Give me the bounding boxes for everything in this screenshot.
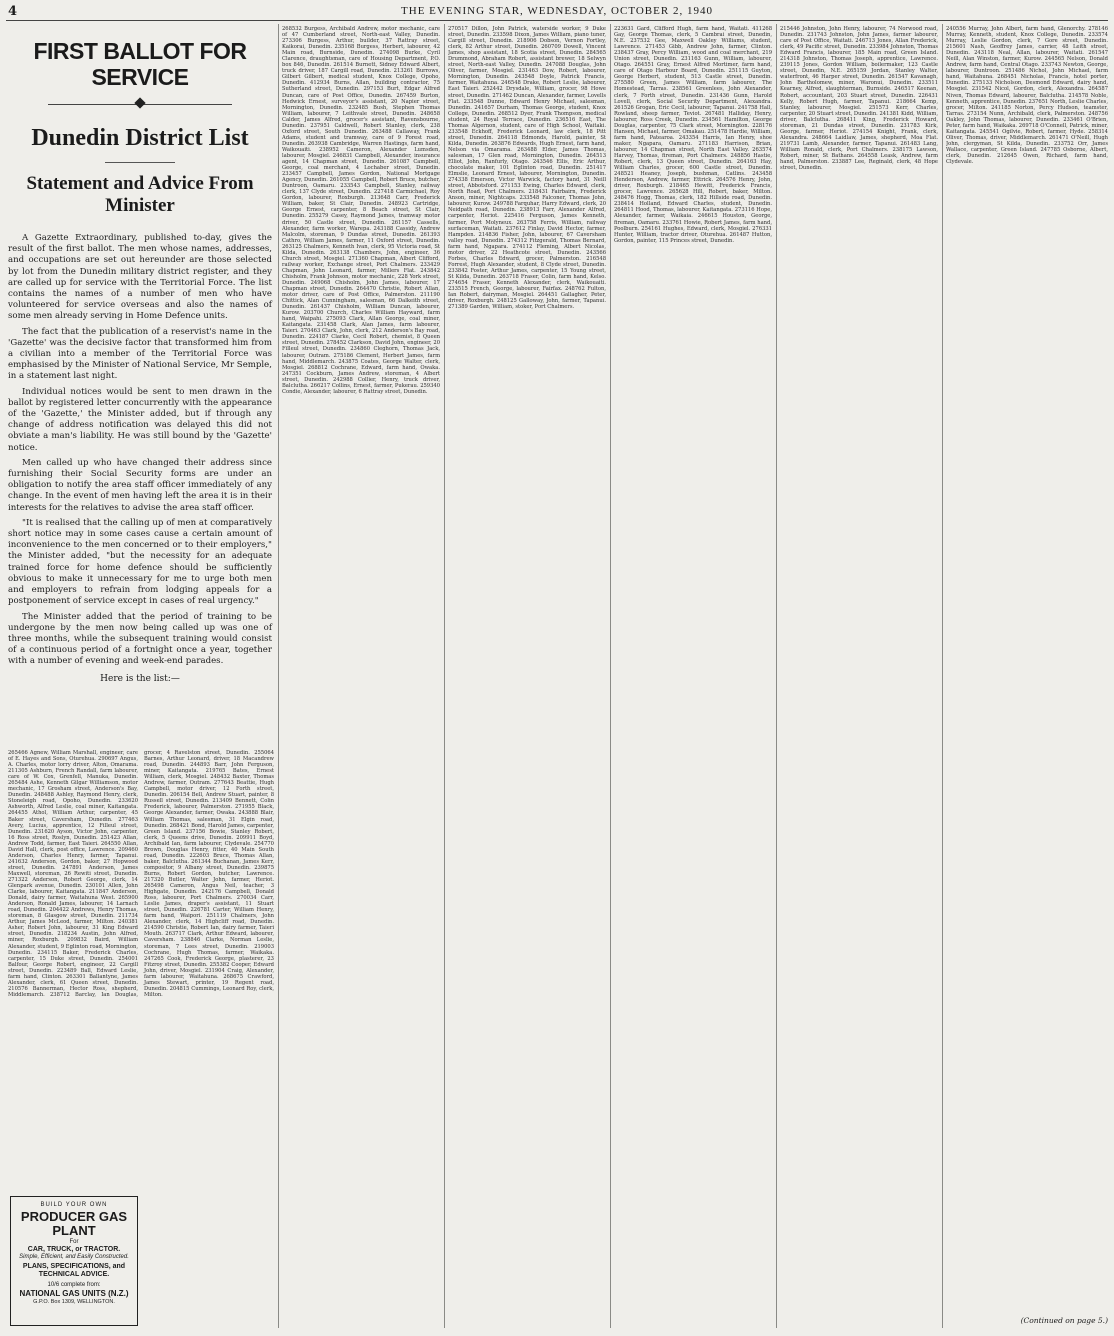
article-paragraph: Men called up who have changed their address since furnishing their Social Security forms are under an obligation to notify the area staff officer immediately of any change. In the event of men having left the area it is in their interests for the relatives to advise the area staff officer. (8, 457, 272, 513)
ad-headline: PRODUCER GAS PLANT (20, 1209, 128, 1238)
ad-top-line: BUILD YOUR OWN (40, 1202, 108, 1208)
gas-plant-advertisement (10, 1196, 138, 1326)
ballot-list-column: 240556 Murray, John Albert, farm hand, Glenorchy. 278146 Murray, Kenneth, student, Knox College, Dunedin. 233574 Murray, Leslie Gordon, clerk, 7 Gore street, Dunedin. 215601 Nash, Geoffrey James, carrier, 48 Leith street, Dunedin. 243118 Neal, Allan, labourer, Waitati. 261547 Neill, Alan Winston, farmer, Kurow. 244565 Nelson, Donald Andrew, farm hand, Central Otago. 233743 Newton, George, labourer, Duntroon. 251486 Nichol, John Michael, farm hand, Waitahuna. 268451 Nicholas, Francis, hotel porter, Dunedin. 275133 Nicholson, Desmond Edward, dairy hand, Mosgiel. 231542 Nicol, Gordon, clerk, Alexandra. 264587 Niven, Thomas Edward, labourer, Balclutha. 214578 Noble, Kenneth, apprentice, Dunedin. 237651 North, Leslie Charles, grocer, Milton. 241185 Norton, Percy Hudson, teamster, Tarras. 273154 Nunn, Archibald, clerk, Palmerston. 248756 Oakley, John Thomas, labourer, Dunedin. 233461 O'Brien, Peter, farm hand, Waikaka. 269718 O'Connell, Patrick, miner, Kaitangata. 245541 Ogilvie, Robert, farmer, Hyde. 258314 Oliver, Thomas, driver, Middlemarch. 261471 O'Neill, Hugh John, clergyman, St Kilda, Dunedin. 233752 Orr, James Wallace, carpenter, Green Island. 247785 Osborne, Albert, clerk, Dunedin. 212645 Owen, Richard, farm hand, Clydevale. (946, 26, 1108, 166)
masthead (6, 4, 1108, 21)
list-intro: Here is the list:— (100, 673, 180, 684)
page-number: 4 (8, 4, 18, 19)
ballot-list-column: 223631 Gard, Clifford Hugh, farm hand, Waitati. 411268 Gay, George Thomas, clerk, 5 Cambrai street, Dunedin, N.E. 237532 Gee, Maxwell Oakley Williams, student, Lawrence. 271453 Gibb, Andrew John, farmer, Clinton. 238437 Gray, Percy William, wood and coal merchant, 219 Union street, Dunedin. 231163 Gunn, William, labourer, Otago. 264551 Gray, Ernest Alfred Mortimer, farm hand, care of Otago Harbour Board, Dunedin. 251115 Guyton, George Herbert, student, 513 Castle street, Dunedin. 275580 Green, James William, farm labourer, The Homestead, Tarras. 238561 Greenlees, John Alexander, clerk, 7 Forth street, Dunedin. 231436 Gunn, Harold Lovell, clerk, Social Security Department, Alexandra. 261526 Grogan, Eric Cecil, labourer, Tapanui. 241758 Hall, Rowland, sheep farmer, Teviot. 267481 Halliday, Henry, labourer, Ross Creek, Dunedin. 234561 Hamilton, George Douglas, carpenter, 75 Clark street, Mornington. 228176 Hansen, Michael, farmer, Omakau. 251478 Hardie, William, farm hand, Patearoa. 243354 Harris, Ian Henry, shoe maker, Ngapara, Oamaru. 271183 Harrison, Brian, labourer, 14 Chapman street, North East Valley. 263574 Harvey, Thomas, fireman, Port Chalmers. 248856 Hastie, Robert, clerk, 13 Queen street, Dunedin. 264163 Hay, William Charles, grocer, 600 Castle street, Dunedin. 248521 Heaney, Joseph, bushman, Catlins. 243458 Henderson, Andrew, farmer, Ettrick. 264576 Henry, John, driver, Roxburgh. 218465 Hewitt, Frederick Francis, grocer, Lawrence. 265628 Hill, Robert, baker, Milton. 248476 Hogg, Thomas, clerk, 182 Hillside road, Dunedin. 238414 Holland, Edward Charles, student, Dunedin. 264811 Hood, Thomas, labourer, Kaitangata. 273116 Hope, Alexander, farmer, Waikaia. 246615 Houston, George, fireman, Oamaru. 233761 Howie, Robert James, farm hand, Poolburn. 254161 Hughes, Edward, clerk, Mosgiel. 276331 Hunter, William, tractor driver, Oturehua. 261487 Hutton, Gordon, painter, 115 Princes street, Dunedin. (614, 26, 772, 244)
continued-notice: (Continued on page 5.) (1020, 1316, 1108, 1325)
ad-vehicles: CAR, TRUCK, or TRACTOR. (27, 1246, 121, 1253)
ad-tagline: Simple, Efficient, and Easily Constructed. (19, 1254, 129, 1260)
column-divider (278, 24, 279, 1328)
ad-price: 10/6 complete from: (47, 1282, 101, 1288)
column-divider (444, 24, 445, 1328)
article-paragraph: The Minister added that the period of training to be undergone by the men now being called up was one of three months, while the subsequent training would consist of a continuous period of a fortnight once a year, together with a number of evening and week-end parades. (8, 611, 272, 667)
divider (105, 162, 175, 163)
column-divider (610, 24, 611, 1328)
headline: FIRST BALLOT FOR SERVICE (33, 38, 247, 90)
diamond-icon (134, 97, 145, 108)
ad-company: NATIONAL GAS UNITS (N.Z.) (19, 1289, 129, 1298)
secondary-subheadline: Statement and Advice From Minister (26, 173, 254, 216)
column-divider (942, 24, 943, 1328)
ad-address: G.P.O. Box 1309, WELLINGTON. (33, 1299, 115, 1305)
ballot-list-intro-block: 265466 Agnew, William Marshall, engineer, care of E. Hayes and Sons, Oturehua. 290697 Angus, A. Charles, motor lorry driver, Alton, Omarama. 211305 Ashburn, French Randall, farm labourer, care of W. Cox, Grenfell, Manuka, Dunedin. 265484 Ashe, Kenneth Gilgar Williamson, motor mechanic, 17 Grosham street, Anderson's Bay, Dunedin. 248488 Ashley, Raymond Henry, clerk, Stoneleigh road, Opoho, Dunedin. 233620 Ashworth, Alfred Leslie, coal miner, Kaitangata. 264455 Athol, William Arthur, carpenter, 45 Baker street, Caversham, Dunedin. 277463 Avery, Lucius, apprentice, 12 Filleul street, Dunedin. 231620 Ayson, Victor John, carpenter, 16 Ross street, Roslyn, Dunedin. 251423 Allan, Andrew Todd, farmer, East Taieri. 264550 Allan, David Hall, clerk, post office, Lawrence. 209460 Anderson, Charles Henry, farmer, Tapanui. 241632 Anderson, Gordon, baker, 27 Hopwood street, Dunedin. 247891 Anderson, James Maxwell, storeman, 26 Rewiti street, Dunedin. 271322 Anderson, Robert George, clerk, 14 Glenpark avenue, Dunedin. 230101 Allen, John Clarke, labourer, Kaitangata. 211847 Anderson, Donald, dairy farmer, Waitahuna West. 265900 Anderson, Ronald James, labourer, 14 Larnach road, Dunedin. 204422 Andrews, Henry Thomas, storeman, 8 Glasgow street, Dunedin. 211734 Arthur, James McLeod, farmer, Milton. 240381 Asher, Robert John, labourer, 31 King Edward street, Dunedin. 218234 Austin, John Alfred, miner, Roxburgh. 209832 Baird, William Alexander, student, 9 Eglinton road, Mornington, Dunedin. 234115 Baker, Frederick Charles, carpenter, 15 Duke street, Dunedin. 254001 Balfour, George Robert, engineer, 22 Cargill street, Dunedin. 223489 Ball, Edward Leslie, farm hand, Clinton. 263301 Ballantyne, James Alexander, clerk, 61 Queen street, Dunedin. 210576 Bannerman, Hector Ross, shepherd, Middlemarch. 238712 Barclay, Ian Douglas, grocer, 4 Ravelston street, Dunedin. 255064 Barnes, Arthur Leonard, driver, 18 Macandrew road, Dunedin. 244893 Barr, John Ferguson, miner, Kaitangata. 219765 Bates, Ernest William, clerk, Mosgiel. 248432 Baxter, Thomas Andrew, farmer, Outram. 277643 Beattie, Hugh Campbell, motor driver, 12 Forth street, Dunedin. 206154 Bell, Andrew Stuart, painter, 8 Russell street, Dunedin. 213409 Bennett, Colin Frederick, labourer, Palmerston. 271955 Black, George Alexander, farmer, Owaka. 243888 Blair, William Thomas, salesman, 31 Elgin road, Dunedin. 268421 Bond, Harold James, carpenter, Green Island. 237156 Bowie, Stanley Robert, clerk, 5 Queens drive, Dunedin. 209911 Boyd, Archibald Ian, farm labourer, Clydevale. 254770 Brown, Douglas Henry, fitter, 40 Main South road, Dunedin. 222603 Bruce, Thomas Allan, baker, Balclutha. 261344 Buchanan, James Kerr, compositor, 9 Albany street, Dunedin. 239875 Burns, Robert Gordon, butcher, Lawrence. 217320 Butler, Walter John, farmer, Heriot. 265498 Cameron, Angus Neil, teacher, 3 Highgate, Dunedin. 242176 Campbell, Donald Ross, labourer, Port Chalmers. 270034 Carr, Leslie James, draper's assistant, 11 Stuart street, Dunedin. 226781 Carter, William Henry, farm hand, Waipori. 251119 Chalmers, John Alexander, clerk, 14 Highcliff road, Dunedin. 214590 Christie, Robert Ian, dairy farmer, Taieri Mouth. 263717 Clark, Arthur Edward, labourer, Caversham. 238846 Clarke, Norman Leslie, storeman, 7 Lees street, Dunedin. 219003 Cochrane, Hugh Thomas, farmer, Waikaka. 247265 Cook, Frederick George, plasterer, 23 Fitzroy street, Dunedin. 255382 Cooper, Edward John, driver, Mosgiel. 231904 Craig, Alexander, farm labourer, Waitahuna. 268675 Crawford, James Stewart, printer, 19 Regent road, Dunedin. 204815 Cummings, Leonard Roy, clerk, Milton. (8, 750, 274, 998)
ballot-list-column: 268532 Burgess, Archibald Andrew, motor mechanic, care of 47 Cumberland street, North-east Valley, Dunedin. 273306 Burgess, Arthur, builder, 37 Rattray street, Kaikorai, Dunedin. 235168 Burgess, Herbert, labourer, 42 Main road, Burnside, Dunedin. 274098 Burke, Cyril Clarence, draughtsman, care of Housing Department, P.O. box 846, Dunedin. 261514 Burnett, Sidney Edward Albert, truck driver, 187 Cargill road, Dunedin. 213261 Burrows, Gilbert Gilbert, medical student, Knox College, Opoho, Dunedin. 412934 Burns, Allan, building contractor, 75 Sutherland street, Dunedin. 297153 Burt, Edgar Alfred Duncan, care of Post Office, Dunedin. 267459 Burton, Hedwick Ernest, surveyor's assistant, 20 Napier street, Mornington, Dunedin. 232485 Bush, Stephen Thomas William, labourer, 7 Leithvale street, Dunedin. 248658 Calder, James Alfred, grocer's assistant, Ravensbourne, Dunedin. 237951 Caldwell, Robert Stanley, clerk, 238 Oxford street, South Dunedin. 263488 Callaway, Frank Adams, student and tramway, care of 9 Forest road, Dunedin. 263938 Cambridge, Warren Hastings, farm hand, Waikouaiti. 238952 Cameron, Alexander Lumsden, labourer, Mosgiel. 246831 Campbell, Alexander, insurance agent, 14 Chapman street, Dunedin. 261087 Campbell, George, coal merchant, 4 Lochaber street, Dunedin. 233457 Campbell, James Gordon, National Mortgage Agency, Dunedin. 261055 Campbell, Robert Bruce, butcher, Duntroon, Oamaru. 233543 Campbell, Stanley, railway clerk, 137 Clyde street, Dunedin. 227418 Carmichael, Roy Gordon, labourer, Roxburgh. 213648 Carr, Frederick William, baker, St Clair, Dunedin. 248923 Cartridge, George Ernest, carpenter, 8 Beach street, St Clair, Dunedin. 255279 Casey, Raymond James, tramway motor driver, 50 Castle street, Dunedin. 261157 Cassells, Alexander, farm worker, Warepa. 243188 Cassidy, Andrew Malcolm, storeman, 9 Dundas street, Dunedin. 261393 Cathro, William James, farmer, 11 Oxford street, Dunedin. 263125 Chalmers, Kenneth Ivan, clerk, 95 Victoria road, St Kilda, Dunedin. 263138 Chambers, John, engineer, 36 Church street, Mosgiel. 271360 Chapman, Albert Clifford, railway worker, Exchange street, Port Chalmers. 233429 Chapman, John Leonard, farmer, Millers Flat. 243842 Chisholm, Frank Johnson, motor mechanic, 228 York street, Dunedin. 249068 Chisholm, John James, labourer, 17 Chapman street, Dunedin. 264470 Christie, Robert Allan, motor driver, care of Post Office, Palmerston. 211190 Chittick, Alan Cunningham, salesman, 66 Dalkeith street, Dunedin. 261437 Chisholm, William Duncan, labourer, Kurow. 203700 Church, Charles William Hayward, farm hand, Waipahi. 275093 Clark, Allan George, coal miner, Kaitangata. 231458 Clark, Alan James, farm labourer, Taieri. 270463 Clark, John, clerk, 212 Anderson's Bay road, Dunedin. 224187 Clarke, Cecil Robert, chemist, 8 Queen street, Dunedin. 278452 Clarkson, David John, engineer, 20 Filleul street, Dunedin. 234860 Cleghorn, Thomas Jack, labourer, Outram. 275186 Clement, Herbert James, farm hand, Middlemarch. 243875 Coates, George Walter, clerk, Mosgiel. 268812 Cochrane, Edward, farm hand, Owaka. 247351 Cockburn, James Andrew, storeman, 4 Albert street, Dunedin. 242988 Collier, Henry, truck driver, Balclutha. 266217 Collins, Ernest, farmer, Pukerau. 259340 Condie, Alexander, labourer, 6 Rattray street, Dunedin. (282, 26, 440, 395)
article-paragraph: "It is realised that the calling up of men at comparatively short notice may in some cases cause a certain amount of inconvenience to the men concerned or to their employers," the Minister added, "but the necessity for an adequate trained force for home defence should be sufficiently obvious to make it unnecessary for me to urge both men and employers to refrain from lodging appeals for a postponement of service except in cases of real urgency." (8, 517, 272, 607)
ballot-list-column: 215446 Johnston, John Henry, labourer, 74 Norwood road, Dunedin. 231743 Johnston, John James, farmer labourer, care of Post Office, Waitati. 246713 Jones, Allan Frederick, clerk, 49 Pacific street, Dunedin. 233984 Johnston, Thomas Edward Francis, labourer, 185 Main road, Green Island. 214318 Johnston, Thomas Joseph, apprentice, Lawrence. 239115 Jones, Gordon William, boilermaker, 123 Castle street, Dunedin, N.E. 265159 Jordan, Stanley Walter, waterfront, 46 Harper street, Dunedin. 261547 Kavanagh, John Bartholomew, miner, Waronui, Dunedin. 233511 Kearney, Alfred, slaughterman, Burnside. 246517 Keenan, Robert, accountant, 203 Stuart street, Dunedin. 226431 Kelly, Robert Hugh, farmer, Tapanui. 218664 Kemp, Stanley, labourer, Mosgiel. 251573 Kerr, Charles, carpenter, 20 Stuart street, Dunedin. 241381 Kidd, William, driver, Balclutha. 268411 King, Frederick Howard, storeman, 21 Dundas street, Dunedin. 231783 Kirk, George, farmer, Heriot. 274154 Knight, Frank, clerk, Alexandra. 248664 Laidlaw, James, shepherd, Moa Flat. 219731 Lamb, Alexander, farmer, Tapanui. 261483 Lang, William Ronald, clerk, Port Chalmers. 238175 Lawson, Robert, miner, St Bathans. 264558 Leask, Andrew, farm hand, Palmerston. 233887 Lee, Reginald, clerk, 48 Hope street, Dunedin. (780, 26, 938, 172)
article-column (8, 38, 272, 686)
column-divider (776, 24, 777, 1328)
article-paragraph: The fact that the publication of a reservist's name in the 'Gazette' was the decisive factor that transformed him from a civilian into a member of the Territorial Force was emphasised by the Minister of National Service, Mr Semple, in a statement last night. (8, 326, 272, 382)
article-paragraph: Individual notices would be sent to men drawn in the ballot by registered letter concurrently with the appearance of the 'Gazette,' the Minister added, but if through any change of address notification was delayed this did not obviate a man's liability. He was still bound by the 'Gazette' notice. (8, 386, 272, 453)
ballot-list-column: 270517 Dillon, John Patrick, waterside worker, 9 Duke street, Dunedin. 233598 Dixon, James William, piano tuner, Cargill street, Dunedin. 218906 Dobson, Vernon Fortley, clerk, 82 Arthur street, Dunedin. 260709 Dowell, Vincent James, shop assistant, 18 Scotia street, Dunedin. 284565 Drummond, Abraham Robert, assistant brewer, 18 Selwyn street, North-east Valley, Dunedin. 247088 Douglas, John Oliver, farmer, Mosgiel. 231463 Dow, Robert, labourer, Mornington, Dunedin. 243548 Doyle, Patrick Francis, farmer, Waitahuna. 246548 Drake, Robert Leslie, labourer, East Taieri. 252442 Drysdale, William, grocer, 98 Howe street, Dunedin. 271462 Duncan, Alexander, farmer, Lovells Flat. 233548 Dunne, Edward Henry Michael, salesman, Dunedin. 241657 Durham, Thomas George, student, Knox College, Dunedin. 268512 Dyer, Frank Thompson, medical student, 24 Royal Terrace, Dunedin. 236516 East, The Thomas Algernon, student, care of High School, Waitaki. 233548 Eckhoff, Frederick Leonard, law clerk, 18 Pitt street, Dunedin. 264118 Edmonds, Harold, painter, St Kilda, Dunedin. 263876 Edwards, Hugh Ernest, farm hand, Nelson via Omarama. 263488 Elder, James Thomas, salesman, 17 Glen road, Mornington, Dunedin. 264513 Elliot, John, Ranfurly, Otago. 243546 Ellis, Eric Arthur, chocolate maker, 101 Eglinton road, Dunedin. 251417 Elmslie, Leonard Ernest, labourer, Mornington, Dunedin. 274338 Emerson, Victor Warwick, factory hand, 31 Neill street, Abbotsford. 271153 Ewing, Charles Edward, clerk, North Road, Port Chalmers. 218431 Fairbairn, Frederick Anson, miner, Nightcaps. 233548 Falconer, Thomas John, labourer, Kurow. 249788 Farquhar, Harry Edward, clerk, 20 Neidpath road, Dunedin. 238913 Farr, Alexander Alfred, carpenter, Heriot. 225416 Ferguson, James Kenneth, farmer, Port Molyneux. 263758 Ferris, William, railway surfaceman, Waitati. 237612 Finlay, David Hector, farmer, Hampden. 214836 Fisher, John, labourer, 67 Caversham valley road, Dunedin. 274312 Fitzgerald, Thomas Bernard, farm hand, Ngapara. 274112 Fleming, Albert Nicolas, motor driver, 22 Heathcote street, Dunedin. 243566 Forbes, Charles Edward, grocer, Palmerston. 216548 Forrest, Hugh Alexander, student, 8 Clyde street, Dunedin. 233842 Foster, Arthur James, carpenter, 15 Young street, St Kilda, Dunedin. 263718 Fraser, Colin, farm hand, Kelso. 274654 Fraser, Kenneth Alexander, clerk, Waikouaiti. 233515 French, George, labourer, Fairfax. 248762 Fulton, Ian Robert, dairyman, Mosgiel. 264451 Gallagher, Peter, driver, Roxburgh. 248125 Galloway, John, farmer, Tapanui. 271389 Garden, William, stoker, Port Chalmers. (448, 26, 606, 311)
article-paragraph: A Gazette Extraordinary, published to-day, gives the result of the first ballot. The men whose names, addresses, and occupations are set out hereunder are those selected by lot from the Dunedin military district register, and they are called up for service with the Territorial Force. The list contains the names of a number of men who have volunteered for service overseas and also the names of some men already serving in Home Defence units. (8, 233, 272, 322)
ad-specs: PLANS, SPECIFICATIONS, and TECHNICAL ADVICE. (22, 1263, 126, 1278)
subheadline: Dunedin District List (31, 125, 249, 151)
newspaper-title: THE EVENING STAR, WEDNESDAY, OCTOBER 2, 1940 (401, 5, 713, 17)
headline-ornament (48, 96, 232, 114)
ad-for: For (69, 1239, 79, 1245)
